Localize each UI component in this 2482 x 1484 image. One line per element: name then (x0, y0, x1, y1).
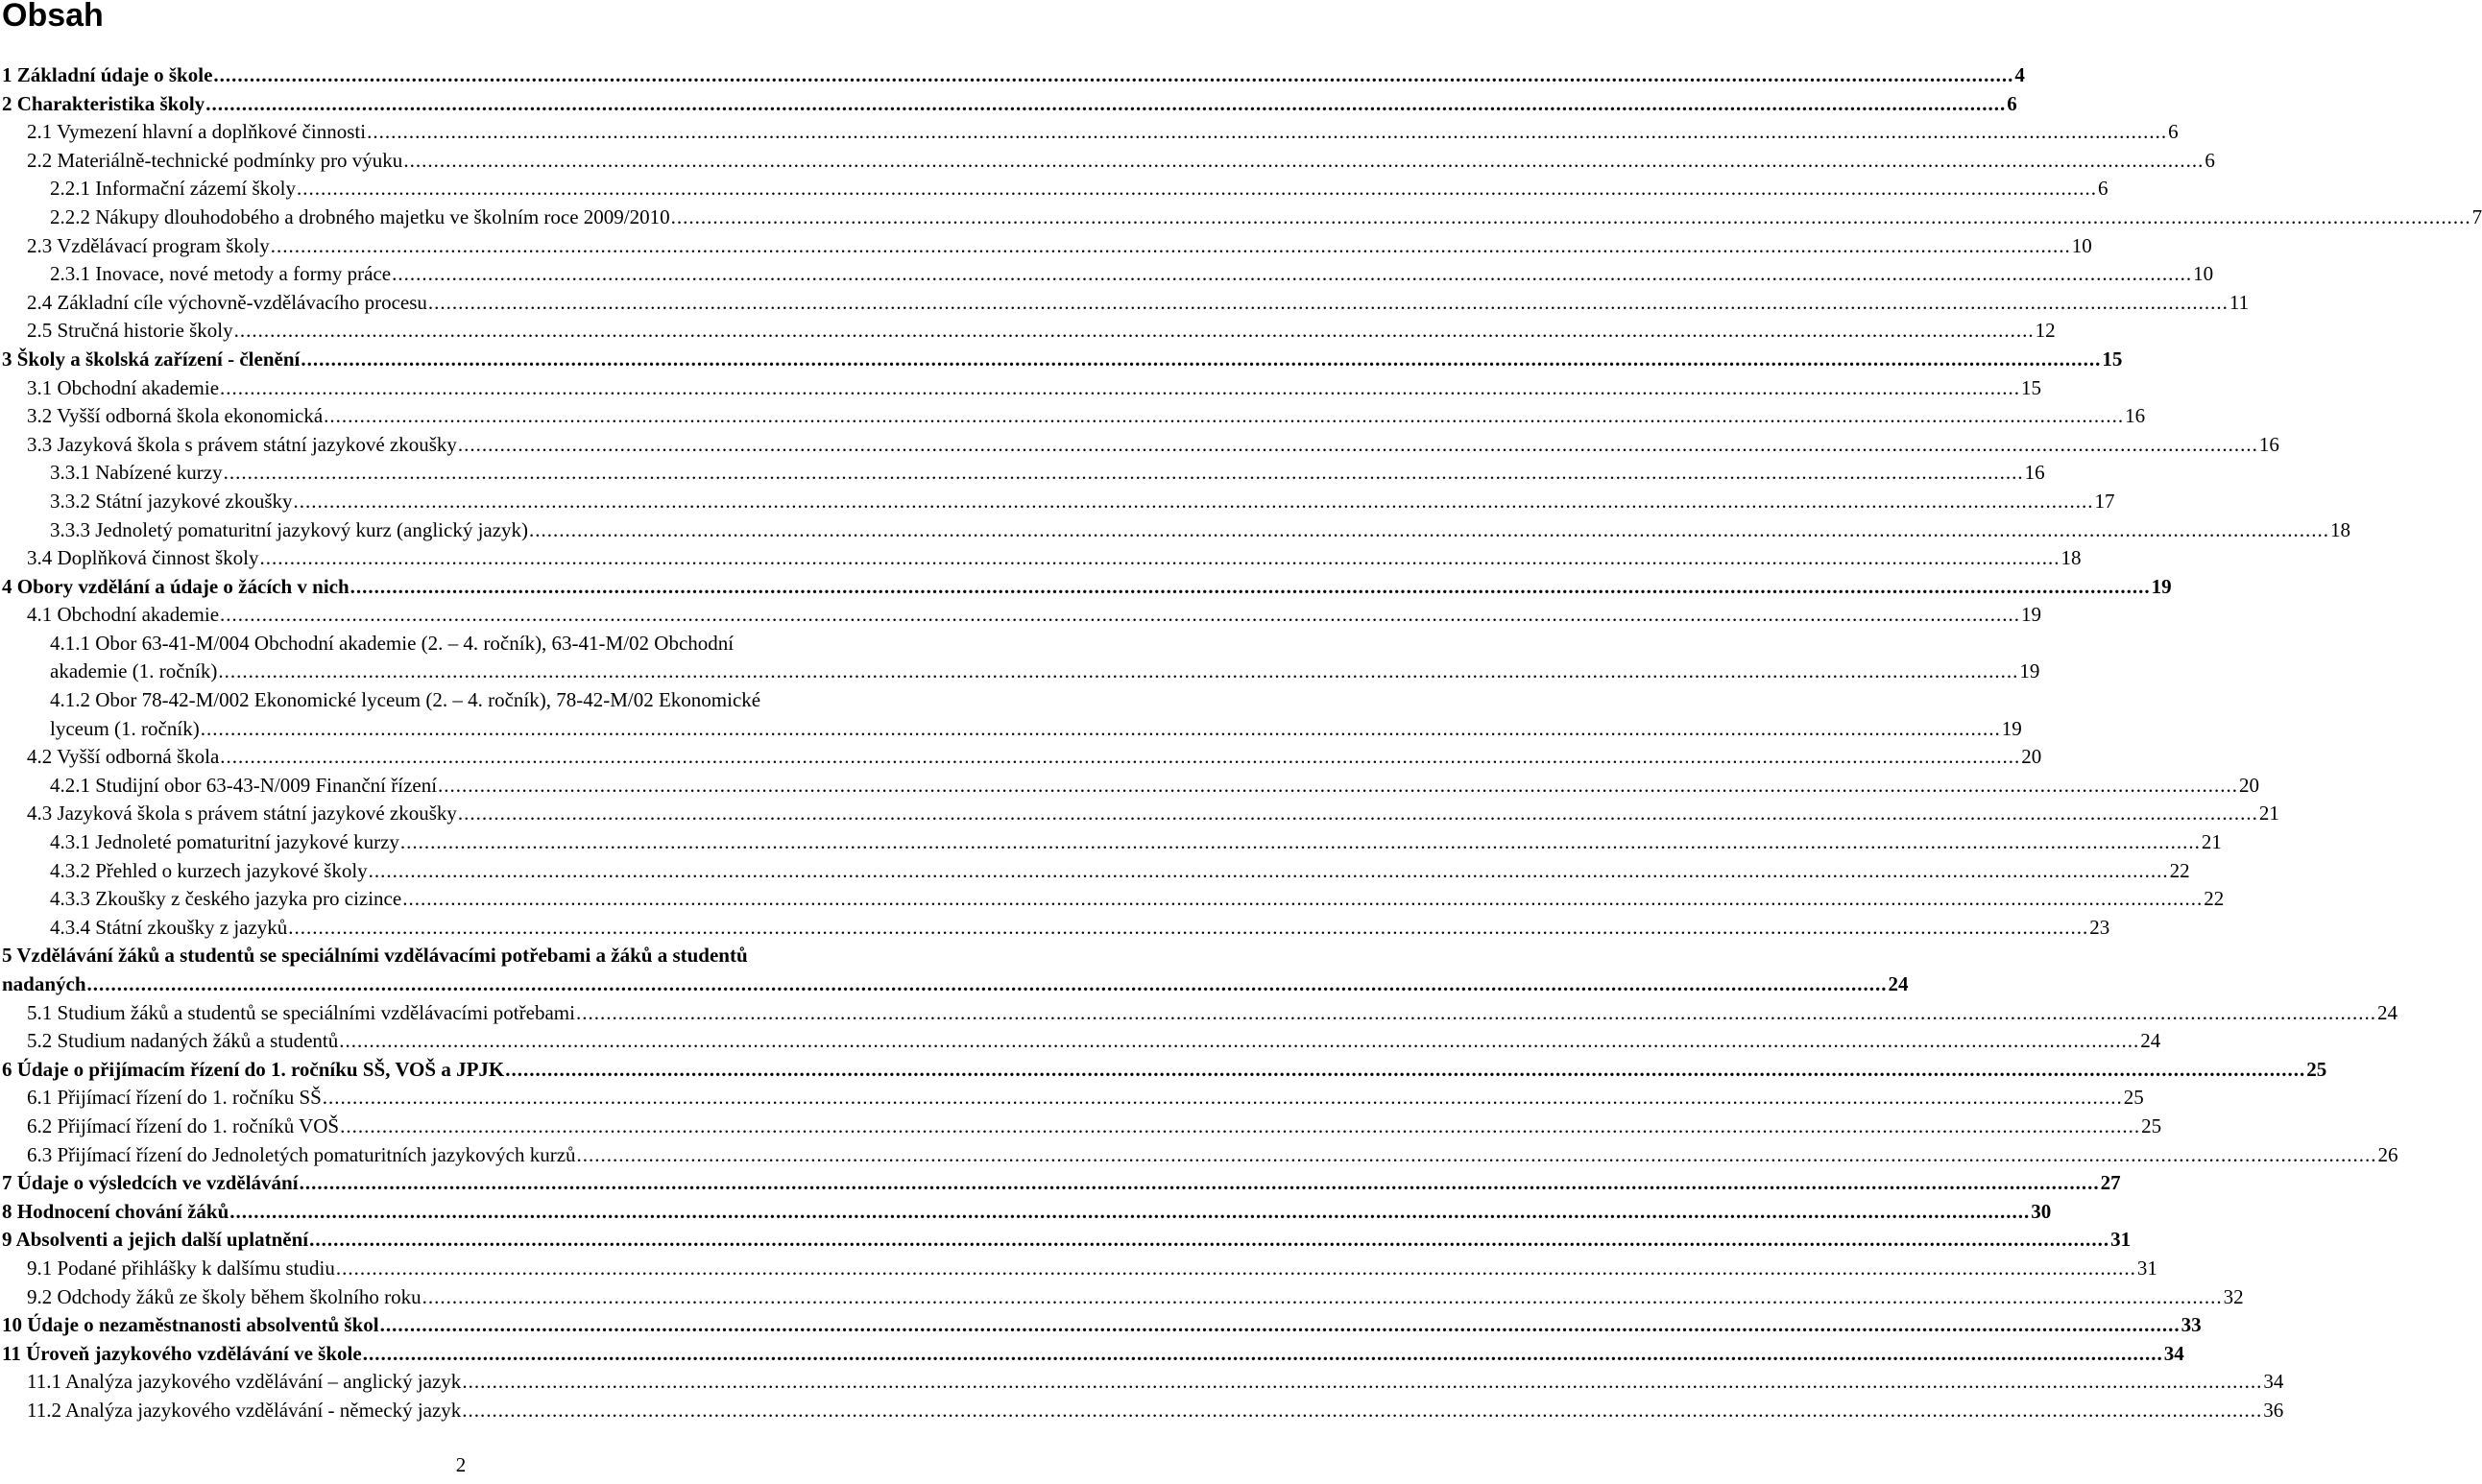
dot-leader: ............................................................................................................................................................................................................................................................................................................ (200, 716, 2001, 740)
dot-leader: ............................................................................................................................................................................................................................................................................................................ (205, 91, 2007, 115)
dot-leader: ............................................................................................................................................................................................................................................................................................................ (288, 915, 2089, 939)
toc-page-number: 6 (2168, 120, 2179, 144)
dot-leader: ............................................................................................................................................................................................................................................................................................................ (220, 745, 2021, 769)
toc-entry-title: 4.3.4 Státní zkoušky z jazyků (50, 915, 288, 939)
dot-leader: ............................................................................................................................................................................................................................................................................................................ (309, 1228, 2110, 1252)
toc-entry[interactable] (0, 289, 2250, 318)
toc-entry[interactable] (0, 1056, 2327, 1085)
toc-entry[interactable] (0, 1113, 2162, 1141)
toc-entry-title: 4.3.1 Jednoleté pomaturitní jazykové kurzy (50, 830, 399, 854)
toc-entry-title: 3 Školy a školská zařízení - členění (2, 347, 301, 371)
toc-entry-title: 3.2 Vyšší odborná škola ekonomická (27, 404, 324, 428)
toc-entry-title: 3.1 Obchodní akademie (27, 375, 220, 399)
toc-entry-title: 3.4 Doplňková činnost školy (27, 546, 259, 570)
toc-entry-title: 2.5 Stručná historie školy (27, 319, 233, 343)
toc-page-number: 21 (2201, 830, 2222, 854)
toc-entry-title: 2.3.1 Inovace, nové metody a formy práce (50, 262, 392, 286)
toc-page-number: 33 (2181, 1313, 2202, 1337)
dot-leader: ............................................................................................................................................................................................................................................................................................................ (457, 432, 2258, 456)
toc-entry[interactable] (0, 1397, 2284, 1425)
toc-entry[interactable] (0, 317, 2056, 346)
toc-entry-title: 6 Údaje o přijímacím řízení do 1. ročníku SŠ, VOŠ a JPJK (2, 1057, 505, 1081)
dot-leader: ............................................................................................................................................................................................................................................................................................................ (529, 517, 2330, 541)
toc-page-number: 20 (2021, 745, 2042, 769)
toc-page-number: 36 (2263, 1398, 2284, 1422)
dot-leader: ............................................................................................................................................................................................................................................................................................................ (233, 319, 2035, 343)
dot-leader: ............................................................................................................................................................................................................................................................................................................ (213, 63, 2014, 86)
table-of-contents (0, 61, 2482, 1425)
toc-page-number: 20 (2239, 773, 2260, 797)
toc-entry[interactable] (0, 942, 1909, 998)
toc-entry[interactable] (0, 147, 2215, 176)
toc-entry[interactable] (0, 431, 2279, 460)
toc-page-number: 22 (2204, 887, 2225, 911)
toc-page-number: 30 (2031, 1199, 2052, 1223)
toc-page-number: 16 (2258, 432, 2279, 456)
toc-entry-title: 2.2.2 Nákupy dlouhodobého a drobného majetku ve školním roce 2009/2010 (50, 204, 670, 228)
toc-page-number: 11 (2229, 290, 2250, 314)
toc-entry-title: 2 Charakteristika školy (2, 91, 205, 115)
toc-entry-title: 9.2 Odchody žáků ze školy během školního roku (27, 1284, 422, 1308)
page-number: 2 (455, 1453, 467, 1476)
dot-leader: ............................................................................................................................................................................................................................................................................................................ (299, 1171, 2100, 1195)
toc-entry[interactable] (0, 885, 2225, 914)
toc-page-number: 19 (2151, 574, 2172, 598)
toc-entry[interactable] (0, 828, 2222, 857)
toc-entry[interactable] (0, 1283, 2244, 1312)
toc-page-number: 25 (2141, 1113, 2162, 1137)
dot-leader: ............................................................................................................................................................................................................................................................................................................ (438, 773, 2239, 797)
toc-page-number: 19 (2001, 716, 2022, 740)
toc-entry[interactable] (0, 459, 2045, 488)
toc-page-number: 23 (2089, 915, 2110, 939)
toc-entry-title: 5 Vzdělávání žáků a studentů se speciálními vzdělávacími potřebami a žáků a studentů (2, 944, 748, 968)
toc-page-number: 6 (2205, 148, 2215, 172)
toc-entry-title: 3.3.1 Nabízené kurzy (50, 461, 223, 485)
toc-page-number: 22 (2169, 858, 2190, 882)
dot-leader: ............................................................................................................................................................................................................................................................................................................ (457, 802, 2258, 826)
toc-page-number: 10 (2193, 262, 2214, 286)
toc-page-number: 16 (2125, 404, 2146, 428)
toc-entry[interactable] (0, 630, 2040, 686)
toc-entry[interactable] (0, 857, 2190, 886)
toc-entry[interactable] (0, 573, 2172, 602)
toc-entry[interactable] (0, 374, 2042, 403)
toc-entry[interactable] (0, 346, 2123, 374)
toc-page-number: 12 (2035, 319, 2056, 343)
toc-page-number: 31 (2110, 1228, 2132, 1252)
toc-entry-title: 2.4 Základní cíle výchovně-vzdělávacího procesu (27, 290, 427, 314)
toc-entry-title: 5.1 Studium žáků a studentů se speciálními vzdělávacími potřebami (27, 1000, 575, 1024)
toc-page-number: 16 (2024, 461, 2045, 485)
toc-page-number: 21 (2258, 802, 2279, 826)
toc-entry-title: 4.3.3 Zkoušky z českého jazyka pro cizince (50, 887, 402, 911)
toc-entry-title: 9 Absolventi a jejich další uplatnění (2, 1228, 309, 1252)
toc-entry[interactable] (0, 260, 2214, 289)
dot-leader: ............................................................................................................................................................................................................................................................................................................ (293, 489, 2094, 513)
dot-leader: ............................................................................................................................................................................................................................................................................................................ (670, 204, 2471, 228)
toc-entry-title: 3.3 Jazyková škola s právem státní jazykové zkoušky (27, 432, 457, 456)
toc-entry[interactable] (0, 516, 2351, 545)
toc-page-number: 24 (2376, 1000, 2398, 1024)
toc-entry[interactable] (0, 61, 2025, 90)
dot-leader: ............................................................................................................................................................................................................................................................................................................ (229, 1199, 2031, 1223)
dot-leader: ............................................................................................................................................................................................................................................................................................................ (392, 262, 2193, 286)
dot-leader: ............................................................................................................................................................................................................................................................................................................ (339, 1029, 2140, 1053)
toc-page-number: 17 (2094, 489, 2115, 513)
toc-page-number: 25 (2306, 1057, 2327, 1081)
toc-entry[interactable] (0, 402, 2146, 431)
toc-entry[interactable] (0, 1027, 2161, 1056)
dot-leader: ............................................................................................................................................................................................................................................................................................................ (403, 148, 2205, 172)
toc-entry[interactable] (0, 800, 2279, 828)
dot-leader: ............................................................................................................................................................................................................................................................................................................ (270, 233, 2071, 257)
toc-page-number: 15 (2021, 375, 2042, 399)
dot-leader: ............................................................................................................................................................................................................................................................................................................ (335, 1256, 2136, 1280)
toc-page-number: 34 (2263, 1370, 2284, 1394)
dot-leader: ............................................................................................................................................................................................................................................................................................................ (297, 177, 2097, 201)
toc-entry-title-continuation: nadaných (2, 972, 86, 995)
dot-leader: ............................................................................................................................................................................................................................................................................................................ (362, 1341, 2163, 1365)
toc-entry[interactable] (0, 1368, 2284, 1397)
toc-page-number: 19 (2021, 603, 2042, 627)
toc-entry[interactable] (0, 118, 2179, 147)
toc-entry-title: 11 Úroveň jazykového vzdělávání ve škole (2, 1341, 362, 1365)
toc-entry[interactable] (0, 1084, 2144, 1113)
toc-page-number: 34 (2163, 1341, 2184, 1365)
toc-entry-title: 4 Obory vzdělání a údaje o žácích v nich (2, 574, 349, 598)
dot-leader: ............................................................................................................................................................................................................................................................................................................ (575, 1000, 2376, 1024)
toc-entry[interactable] (0, 544, 2082, 573)
dot-leader: ............................................................................................................................................................................................................................................................................................................ (349, 574, 2151, 598)
dot-leader: ............................................................................................................................................................................................................................................................................................................ (399, 830, 2201, 854)
toc-entry-title: 3.3.2 Státní jazykové zkoušky (50, 489, 293, 513)
toc-entry-title: 2.1 Vymezení hlavní a doplňkové činnosti (27, 120, 367, 144)
toc-page-number: 6 (2098, 177, 2108, 201)
toc-entry[interactable] (0, 488, 2115, 516)
toc-page-number: 26 (2377, 1142, 2398, 1166)
toc-entry-title: 4.2 Vyšší odborná škola (27, 745, 220, 769)
toc-entry[interactable] (0, 203, 2482, 232)
toc-entry[interactable] (0, 686, 2022, 743)
toc-page-number: 4 (2014, 63, 2025, 86)
toc-entry-title: 4.1.2 Obor 78-42-M/002 Ekonomické lyceum (2. – 4. ročník), 78-42-M/02 Ekonomické (50, 688, 761, 712)
toc-entry-title: 5.2 Studium nadaných žáků a studentů (27, 1029, 339, 1053)
dot-leader: ............................................................................................................................................................................................................................................................................................................ (340, 1113, 2141, 1137)
toc-entry[interactable] (0, 1340, 2184, 1369)
toc-entry-title: 11.1 Analýza jazykového vzdělávání – anglický jazyk (27, 1370, 462, 1394)
toc-entry-title: 7 Údaje o výsledcích ve vzdělávání (2, 1171, 299, 1195)
toc-page-number: 25 (2123, 1086, 2144, 1110)
toc-entry[interactable] (0, 175, 2108, 203)
toc-entry-title: 4.1 Obchodní akademie (27, 603, 220, 627)
toc-page-number: 18 (2060, 546, 2082, 570)
dot-leader: ............................................................................................................................................................................................................................................................................................................ (379, 1313, 2181, 1337)
toc-entry[interactable] (0, 743, 2042, 772)
toc-entry-title: 2.3 Vzdělávací program školy (27, 233, 270, 257)
dot-leader: ............................................................................................................................................................................................................................................................................................................ (322, 1086, 2123, 1110)
toc-entry-title: 6.1 Přijímací řízení do 1. ročníku SŠ (27, 1086, 322, 1110)
dot-leader: ............................................................................................................................................................................................................................................................................................................ (86, 972, 1888, 995)
toc-page-number: 19 (2019, 659, 2040, 683)
toc-entry[interactable] (0, 1255, 2157, 1283)
toc-entry-title: 6.3 Přijímací řízení do Jednoletých pomaturitních jazykových kurzů (27, 1142, 576, 1166)
toc-entry[interactable] (0, 914, 2110, 943)
toc-entry-title: 9.1 Podané přihlášky k dalšímu studiu (27, 1256, 335, 1280)
toc-entry-title: 10 Údaje o nezaměstnanosti absolventů škol (2, 1313, 379, 1337)
dot-leader: ............................................................................................................................................................................................................................................................................................................ (427, 290, 2229, 314)
page-title: Obsah (2, 0, 104, 34)
toc-entry[interactable] (0, 1226, 2132, 1255)
toc-page-number: 10 (2071, 233, 2092, 257)
toc-entry[interactable] (0, 1169, 2121, 1198)
toc-page-number: 31 (2136, 1256, 2157, 1280)
toc-entry-title: 8 Hodnocení chování žáků (2, 1199, 229, 1223)
toc-entry-title: 1 Základní údaje o škole (2, 63, 213, 86)
dot-leader: ............................................................................................................................................................................................................................................................................................................ (422, 1284, 2223, 1308)
toc-entry-title-continuation: lyceum (1. ročník) (50, 716, 200, 740)
toc-entry-title: 4.3.2 Přehled o kurzech jazykové školy (50, 858, 368, 882)
toc-page-number: 24 (1888, 972, 1909, 995)
dot-leader: ............................................................................................................................................................................................................................................................................................................ (220, 603, 2021, 627)
toc-page-number: 27 (2100, 1171, 2121, 1195)
dot-leader: ............................................................................................................................................................................................................................................................................................................ (259, 546, 2060, 570)
dot-leader: ............................................................................................................................................................................................................................................................................................................ (368, 858, 2169, 882)
toc-entry-title-continuation: akademie (1. ročník) (50, 659, 218, 683)
toc-page-number: 6 (2007, 91, 2017, 115)
toc-page-number: 32 (2223, 1284, 2244, 1308)
toc-entry[interactable] (0, 1198, 2052, 1227)
toc-entry[interactable] (0, 772, 2260, 801)
dot-leader: ............................................................................................................................................................................................................................................................................................................ (462, 1398, 2263, 1422)
toc-entry-title: 4.1.1 Obor 63-41-M/004 Obchodní akademie (2. – 4. ročník), 63-41-M/02 Obchodní (50, 631, 735, 655)
toc-entry[interactable] (0, 90, 2017, 119)
toc-entry-title: 2.2 Materiálně-technické podmínky pro výuku (27, 148, 403, 172)
toc-entry[interactable] (0, 1141, 2398, 1170)
dot-leader: ............................................................................................................................................................................................................................................................................................................ (324, 404, 2125, 428)
toc-page-number: 15 (2102, 347, 2123, 371)
toc-entry-title: 6.2 Přijímací řízení do 1. ročníků VOŠ (27, 1113, 340, 1137)
toc-entry-title: 3.3.3 Jednoletý pomaturitní jazykový kurz (anglický jazyk) (50, 517, 529, 541)
dot-leader: ............................................................................................................................................................................................................................................................................................................ (223, 461, 2024, 485)
dot-leader: ............................................................................................................................................................................................................................................................................................................ (402, 887, 2204, 911)
toc-entry-title: 4.2.1 Studijní obor 63-43-N/009 Finanční řízení (50, 773, 438, 797)
toc-entry-title: 2.2.1 Informační zázemí školy (50, 177, 296, 201)
dot-leader: ............................................................................................................................................................................................................................................................................................................ (218, 659, 2019, 683)
toc-page-number: 24 (2140, 1029, 2161, 1053)
toc-page-number: 7 (2471, 204, 2482, 228)
dot-leader: ............................................................................................................................................................................................................................................................................................................ (505, 1057, 2306, 1081)
toc-entry[interactable] (0, 1311, 2202, 1340)
dot-leader: ............................................................................................................................................................................................................................................................................................................ (367, 120, 2168, 144)
toc-page-number: 18 (2330, 517, 2351, 541)
toc-entry[interactable] (0, 601, 2042, 630)
dot-leader: ............................................................................................................................................................................................................................................................................................................ (576, 1142, 2377, 1166)
toc-entry[interactable] (0, 999, 2398, 1028)
dot-leader: ............................................................................................................................................................................................................................................................................................................ (220, 375, 2021, 399)
dot-leader: ............................................................................................................................................................................................................................................................................................................ (301, 347, 2102, 371)
toc-entry-title: 11.2 Analýza jazykového vzdělávání - německý jazyk (27, 1398, 462, 1422)
dot-leader: ............................................................................................................................................................................................................................................................................................................ (462, 1370, 2263, 1394)
toc-entry-title: 4.3 Jazyková škola s právem státní jazykové zkoušky (27, 802, 457, 826)
toc-entry[interactable] (0, 232, 2092, 261)
